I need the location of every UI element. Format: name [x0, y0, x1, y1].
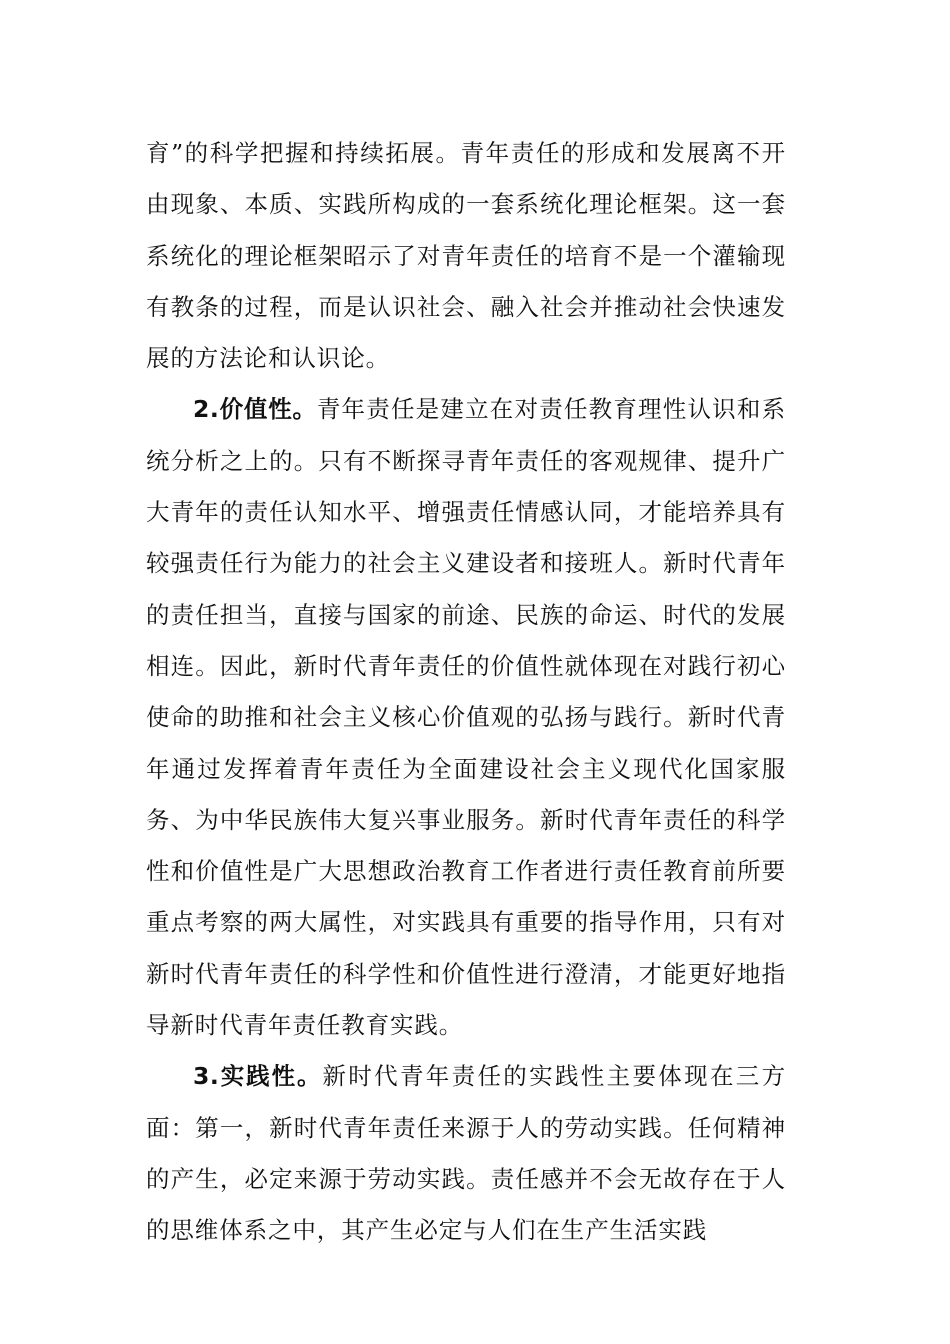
paragraph-text: 新时代青年责任的实践性主要体现在三方面：第一，新时代青年责任来源于人的劳动实践。任何精神的产生，必定来源于劳动实践。责任感并不会无故存在于人的思维体系之中，其产生必定与人们在生产生活实践: [146, 1062, 787, 1245]
paragraph-text: 青年责任是建立在对责任教育理性认识和系统分析之上的。只有不断探寻青年责任的客观规律、提升广大青年的责任认知水平、增强责任情感认同，才能培养具有较强责任行为能力的社会主义建设者和接班人。新时代青年的责任担当，直接与国家的前途、民族的命运、时代的发展相连。因此，新时代青年责任的价值性就体现在对践行初心使命的助推和社会主义核心价值观的弘扬与践行。新时代青年通过发挥着青年责任为全面建设社会主义现代化国家服务、为中华民族伟大复兴事业服务。新时代青年责任的科学性和价值性是广大思想政治教育工作者进行责任教育前所要重点考察的两大属性，对实践具有重要的指导作用，只有对新时代青年责任的科学性和价值性进行澄清，才能更好地指导新时代青年责任教育实践。: [146, 395, 786, 1040]
paragraph-text: 育”的科学把握和持续拓展。青年责任的形成和发展离不开由现象、本质、实践所构成的一套系统化理论框架。这一套系统化的理论框架昭示了对青年责任的培育不是一个灌输现有教条的过程，而是认识社会、融入社会并推动社会快速发展的方法论和认识论。: [146, 139, 786, 373]
paragraph-value: [146, 384, 786, 1051]
paragraph-practice: [146, 1051, 786, 1256]
document-page: [146, 128, 786, 1257]
section-heading-value: 2.价值性。: [193, 395, 317, 424]
paragraph-continuation: [146, 128, 786, 384]
section-heading-practice: 3.实践性。: [193, 1062, 323, 1091]
